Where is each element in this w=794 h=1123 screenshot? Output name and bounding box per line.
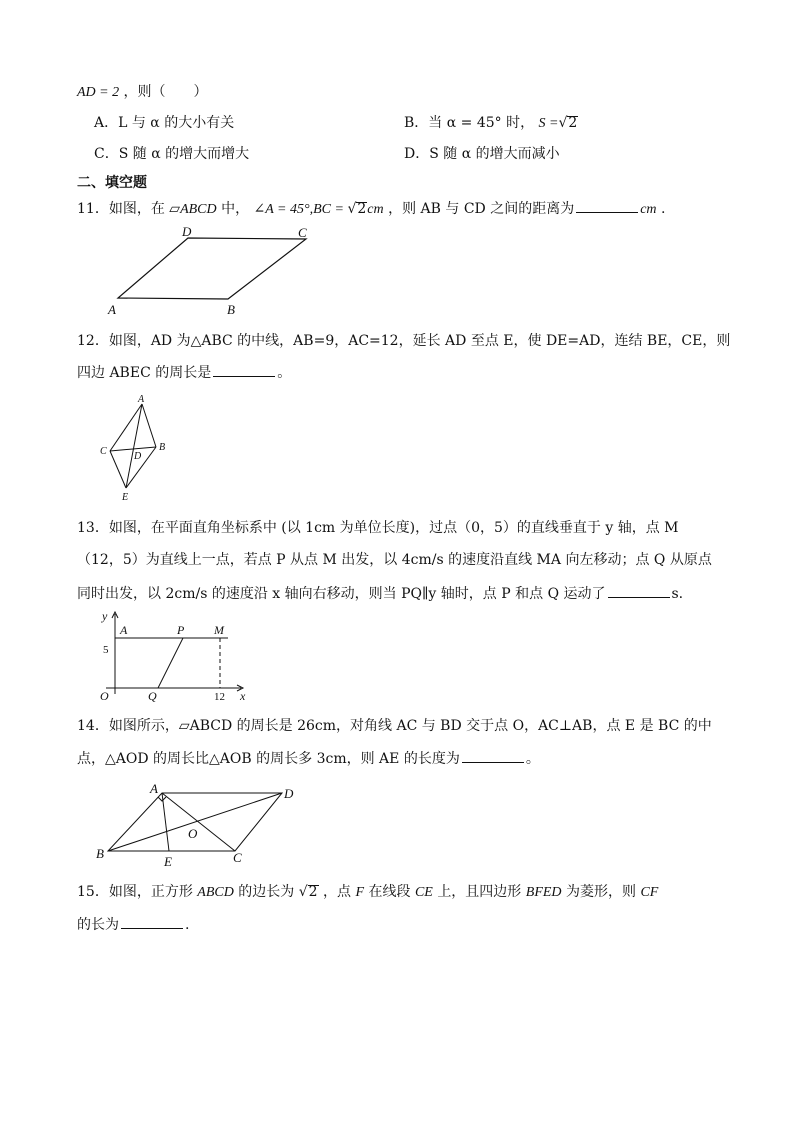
q15-text-c: ，点 <box>323 884 352 900</box>
q11-label-c: C <box>298 225 307 240</box>
q13-label-12: 12 <box>214 691 225 703</box>
q13-line2: （12，5）为直线上一点，若点 P 从点 M 出发，以 4cm/s 的速度沿直线 MA 向左移动；点 Q 从原点 <box>77 552 712 568</box>
q14-label-b: B <box>96 846 104 861</box>
q10-option-b: B．当 α = 45° 时， S =√2 <box>404 115 578 131</box>
q14-line2 <box>77 748 540 768</box>
q15-radicand: 2 <box>308 884 318 900</box>
q15-m1: ABCD <box>197 885 234 900</box>
q15-text-f: 为菱形，则 <box>565 884 636 900</box>
q13-label-5: 5 <box>103 644 109 656</box>
q11-label-a: A <box>108 302 116 317</box>
q13-answer-blank <box>608 583 670 598</box>
q11-text-b: 中， <box>216 201 250 217</box>
q12-label-d: D <box>134 451 142 462</box>
q13-figure <box>96 608 256 704</box>
q15-text-b: 的边长为 <box>238 884 295 900</box>
parallelogram-symbol: ▱ <box>169 201 181 217</box>
q11-text: 11．如图，在 ▱ABCD 中， ∠A = 45°,BC = √2cm ，则 AB 与 CD 之间的距离为 cm . <box>77 198 665 219</box>
q11-unit: cm <box>367 202 384 217</box>
q11-answer-blank <box>576 198 638 213</box>
q14-label-e: E <box>164 854 172 869</box>
q14-line1: 14．如图所示，▱ABCD 的周长是 26cm，对角线 AC 与 BD 交于点 O，AC⊥AB，点 E 是 BC 的中 <box>77 718 712 734</box>
q13-line3 <box>77 583 683 603</box>
q12-label-b: B <box>159 442 166 453</box>
segment-pq <box>158 638 183 688</box>
q11-text-c: ，则 AB 与 CD 之间的距离为 <box>383 201 575 217</box>
q13-line1: 13．如图，在平面直角坐标系中 (以 1cm 为单位长度)，过点（0，5）的直线垂直于 y 轴，点 M <box>77 520 679 536</box>
q12-line2-end: 。 <box>277 365 292 381</box>
q14-label-o: O <box>188 826 198 841</box>
q13-label-q: Q <box>148 689 157 703</box>
q13-label-m: M <box>214 623 224 637</box>
q13-label-y: y <box>102 609 108 623</box>
parallelogram-abcd <box>118 238 306 299</box>
q14-label-a: A <box>150 781 158 796</box>
q15-line2-text: 的长为 <box>77 917 119 933</box>
q12-label-e: E <box>122 492 129 503</box>
q14-label-c: C <box>233 850 242 865</box>
q11-label-d: D <box>182 224 192 239</box>
q10-math-ad: AD = 2 <box>77 85 120 100</box>
q12-label-c: C <box>100 446 107 457</box>
q12-segment-ce <box>110 451 126 488</box>
q12-label-a: A <box>138 394 145 405</box>
q11-unit-end: cm <box>640 202 657 217</box>
q11-num: 11． <box>77 201 109 217</box>
q13-line3-text: 同时出发，以 2cm/s 的速度沿 x 轴向右移动，则当 PQ∥y 轴时，点 P 和点 Q 运动了 <box>77 586 606 602</box>
q12-figure <box>96 392 176 510</box>
diagonal-ac <box>162 793 235 851</box>
q13-label-a: A <box>120 623 128 637</box>
q14-label-d: D <box>284 786 294 801</box>
q12-line1: 12．如图，AD 为△ABC 的中线，AB=9，AC=12，延长 AD 至点 E，使 DE=AD，连结 BE，CE，则 <box>77 333 731 349</box>
q10-tail-suffix: ，则（ ） <box>119 84 208 100</box>
q10-tail-line <box>77 83 208 102</box>
q15-text-d: 在线段 <box>368 884 411 900</box>
q14-line2-text: 点，△AOD 的周长比△AOB 的周长多 3cm，则 AE 的长度为 <box>77 751 460 767</box>
q11-radicand: 2 <box>357 201 367 217</box>
q15-text-a: 15．如图，正方形 <box>77 884 193 900</box>
q10-option-d: D．S 随 α 的增大而减小 <box>404 146 560 162</box>
q11-figure <box>100 222 330 320</box>
q13-label-o: O <box>100 689 109 703</box>
q11-abcd: ABCD <box>180 202 217 217</box>
q15-line1: 15．如图，正方形 ABCD 的边长为 √2 ，点 F 在线段 CE 上，且四边形 BFED 为菱形，则 CF <box>77 884 659 900</box>
diagonal-bd <box>108 793 282 851</box>
q15-text-e: 上，且四边形 <box>437 884 522 900</box>
q11-angle-expr: ∠A = 45°,BC = <box>253 202 348 217</box>
q13-label-p: P <box>177 623 185 637</box>
q12-answer-blank <box>213 362 275 377</box>
q12-line2-text: 四边 ABEC 的周长是 <box>77 365 212 381</box>
q10-option-b-radicand: 2 <box>568 115 578 131</box>
q12-segment-ab <box>142 404 156 447</box>
q15-line2-end: . <box>185 917 190 933</box>
q11-label-b: B <box>227 302 235 317</box>
q10-option-a: A．L 与 α 的大小有关 <box>94 115 235 131</box>
q11-end: . <box>656 201 666 217</box>
q13-label-x: x <box>240 689 246 703</box>
section-title-fill-blank: 二、填空题 <box>77 175 147 191</box>
q14-answer-blank <box>462 748 524 763</box>
q15-m2: F <box>355 885 365 900</box>
q10-option-b-math: S = <box>538 116 559 131</box>
q15-m3: CE <box>414 885 433 900</box>
q14-line2-end: 。 <box>525 751 540 767</box>
q10-option-c: C．S 随 α 的增大而增大 <box>94 146 250 162</box>
q13-line3-end: s. <box>671 586 684 602</box>
q15-m4: BFED <box>525 885 562 900</box>
segment-ae <box>162 793 169 851</box>
q15-answer-blank <box>121 914 183 929</box>
q12-line2 <box>77 362 291 382</box>
q15-line2 <box>77 914 189 934</box>
q15-m5: CF <box>640 885 659 900</box>
q14-figure <box>92 780 312 872</box>
right-angle-mark <box>158 797 166 801</box>
q11-text-a: 如图，在 <box>108 201 165 217</box>
q10-option-b-prefix: B．当 α = 45° 时， <box>404 115 535 131</box>
